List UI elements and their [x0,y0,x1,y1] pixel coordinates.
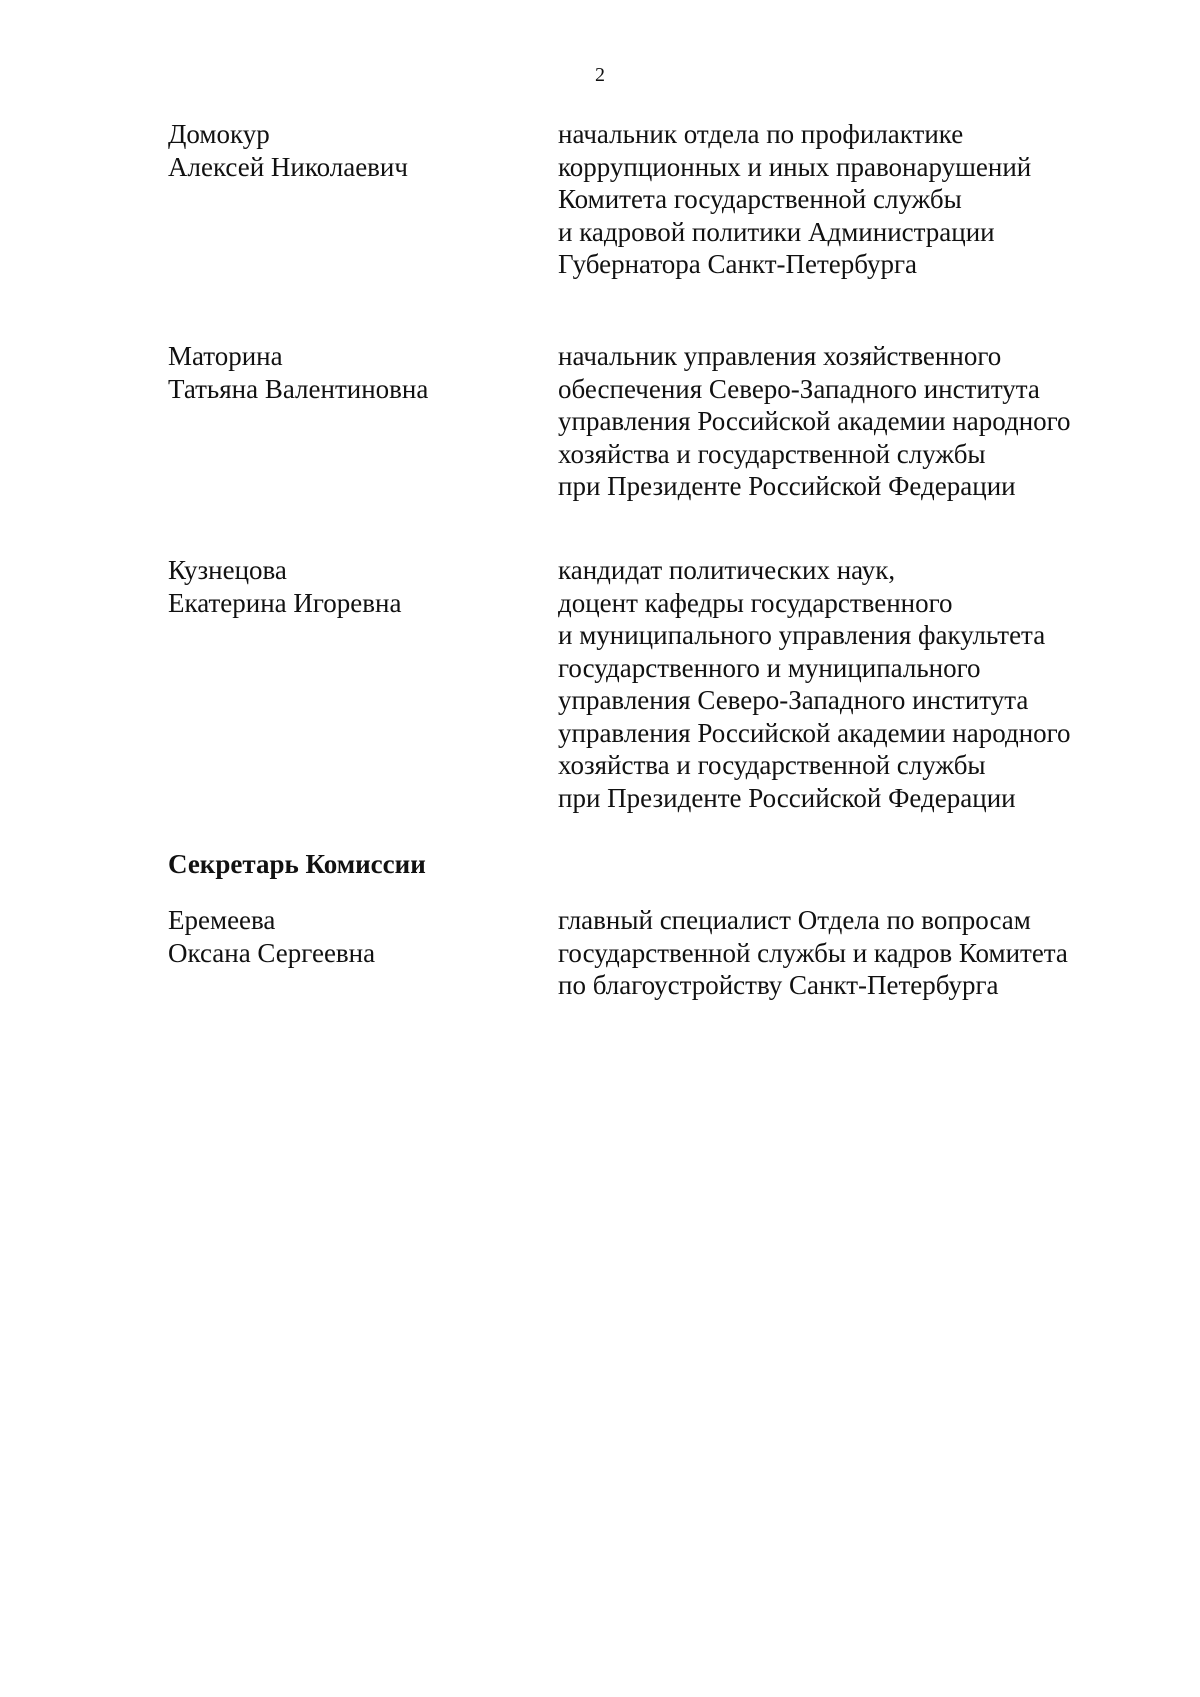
secretary-surname: Еремеева [168,905,276,935]
secretary-given-names: Оксана Сергеевна [168,937,376,968]
position-line: и кадровой политики Администрации [558,216,995,247]
member-given-names: Алексей Николаевич [168,151,408,182]
member-name [168,554,528,619]
position-line: государственной службы и кадров Комитета [558,937,1068,968]
member-name [168,340,528,405]
member-surname: Домокур [168,119,270,149]
member-position [558,554,1138,814]
position-line: хозяйства и государственной службы [558,438,986,469]
page-number: 2 [595,64,605,86]
member-surname: Кузнецова [168,555,287,585]
secretary-section-title: Секретарь Комиссии [168,849,426,879]
position-line: при Президенте Российской Федерации [558,471,1016,501]
member-given-names: Татьяна Валентиновна [168,373,429,404]
position-line: коррупционных и иных правонарушений [558,151,1032,182]
member-name [168,118,528,183]
position-line: управления Российской академии народного [558,406,1071,436]
position-line: кандидат политических наук, [558,555,896,585]
secretary-position [558,904,1138,1002]
member-given-names: Екатерина Игоревна [168,587,402,618]
member-position [558,340,1138,503]
position-line: главный специалист Отдела по вопросам [558,905,1031,935]
position-line: при Президенте Российской Федерации [558,782,1016,813]
position-line: и муниципального управления факультета [558,620,1046,650]
position-line: обеспечения Северо-Западного института [558,373,1040,404]
position-line: начальник отдела по профилактике [558,119,964,149]
position-line: хозяйства и государственной службы [558,750,986,780]
position-line: государственного и муниципального [558,652,981,683]
position-line: Комитета государственной службы [558,184,962,214]
position-line: по благоустройству Санкт-Петербурга [558,970,999,1000]
secretary-name [168,904,528,969]
position-line: управления Северо-Западного института [558,685,1029,715]
position-line: доцент кафедры государственного [558,587,953,618]
member-position [558,118,1138,281]
member-surname: Маторина [168,341,283,371]
position-line: начальник управления хозяйственного [558,341,1002,371]
position-line: управления Российской академии народного [558,717,1071,748]
position-line: Губернатора Санкт-Петербурга [558,249,918,279]
